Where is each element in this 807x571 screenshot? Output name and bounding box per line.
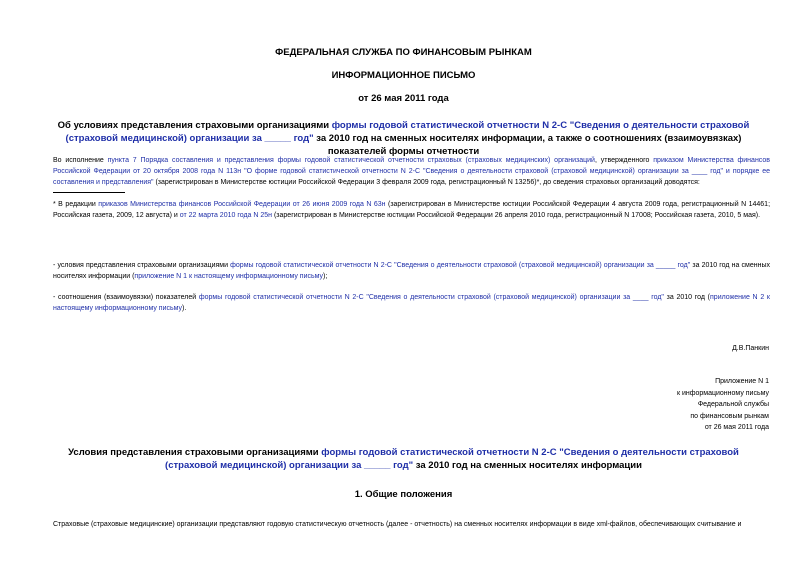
bullet2-text-3: ). [182, 305, 187, 312]
document-date: от 26 мая 2011 года [358, 93, 449, 104]
footnote-link-orders[interactable]: приказов Министерства финансов Российской Федерации от 26 июня 2009 года N 63н [98, 201, 386, 208]
agency-heading: ФЕДЕРАЛЬНАЯ СЛУЖБА ПО ФИНАНСОВЫМ РЫНКАМ [275, 47, 532, 58]
appendix-line: по финансовым рынкам [690, 412, 769, 420]
bullet-conditions [53, 260, 770, 282]
signature: Д.В.Панкин [732, 345, 769, 352]
appendix-line: к информационному письму [676, 389, 769, 397]
intro-link-order-clause[interactable]: пункта 7 Порядка составления и представления формы годовой статистической отчетности страховых (страховых медицинских) организаций [107, 157, 595, 164]
section-heading: 1. Общие положения [354, 489, 453, 500]
footnote-divider [53, 192, 125, 193]
bullet2-text-1: - соотношения (взаимоувязки) показателей [53, 294, 199, 301]
appendix-title [50, 446, 757, 472]
appendix-title-form-link[interactable]: формы годовой статистической отчетности N 2-С "Сведения о деятельности страховой (страховой медицинской) организации за _____ год" [165, 447, 739, 471]
document-type: ИНФОРМАЦИОННОЕ ПИСЬМО [331, 70, 476, 81]
footnote [53, 199, 770, 221]
bullet1-appendix-link[interactable]: приложение N 1 к настоящему информационному письму [134, 273, 324, 280]
document-title [40, 119, 767, 158]
intro-link-ministry-order[interactable]: приказом Министерства финансов Российской Федерации от 20 октября 2008 года N 113н "О форме годовой статистической отчетности N 2-С "Сведения о деятельности страховой (страховой медицинской) организации за ____ год" и порядке ее составления и представления" [53, 157, 771, 186]
appendix-title-text-1: Условия представления страховыми организациями [68, 447, 322, 458]
bullet2-appendix-link[interactable]: приложение N 2 к настоящему информационному письму [53, 294, 770, 312]
intro-text-2: , утвержденного [594, 157, 654, 164]
footnote-text-3: (зарегистрирован в Министерстве юстиции Российской Федерации 26 апреля 2010 года, регистрационный N 17008; Российская газета, 2010, 5 мая). [272, 212, 761, 219]
title-text-2: за 2010 год на сменных носителях информации, а также о соотношениях (взаимоувязках) показателей формы отчетности [313, 133, 742, 157]
appendix-line: Приложение N 1 [715, 378, 769, 385]
intro-text-3: (зарегистрирован в Министерстве юстиции Российской Федерации 3 февраля 2009 года, регистрационный N 13256)*, до сведения страховых организаций доводятся: [153, 179, 700, 186]
appendix-line: от 26 мая 2011 года [704, 424, 769, 431]
intro-text-1: Во исполнение [53, 157, 108, 164]
footnote-text-2: (зарегистрирован в Министерстве юстиции Российской Федерации 4 августа 2009 года, регистрационный N 14461; Российская газета, 2009, 12 августа) и [53, 201, 771, 219]
bullet-correlations [53, 292, 770, 314]
footnote-text-1: * В редакции [53, 201, 99, 208]
bullet2-form-link[interactable]: формы годовой статистической отчетности N 2-С "Сведения о деятельности страховой (страховой медицинской) организации за ____ год" [198, 294, 664, 301]
appendix-line: Федеральной службы [697, 401, 769, 408]
footnote-link-march-order[interactable]: от 22 марта 2010 года N 25н [179, 212, 273, 219]
title-text-1: Об условиях представления страховыми организациями [57, 120, 332, 131]
bullet2-text-2: за 2010 год ( [663, 294, 711, 301]
bullet1-text-1: - условия представления страховыми организациями [53, 262, 231, 269]
appendix-body-paragraph: Страховые (страховые медицинские) организации представляют годовую статистическую отчетность (далее - отчетность) на сменных носителях информации в виде xml-файлов, обеспечивающих считывание и [53, 521, 742, 528]
bullet1-text-2: за 2010 год на сменных носителях информации ( [53, 262, 770, 280]
intro-paragraph [53, 155, 770, 188]
appendix-title-text-2: за 2010 год на сменных носителях информации [413, 460, 642, 471]
bullet1-text-3: ); [323, 273, 328, 280]
bullet1-form-link[interactable]: формы годовой статистической отчетности N 2-С "Сведения о деятельности страховой (страховой медицинской) организации за _____ год" [230, 262, 691, 269]
appendix-header [677, 376, 769, 434]
title-form-link[interactable]: формы годовой статистической отчетности N 2-С "Сведения о деятельности страховой (страховой медицинской) организации за _____ год" [65, 120, 750, 144]
